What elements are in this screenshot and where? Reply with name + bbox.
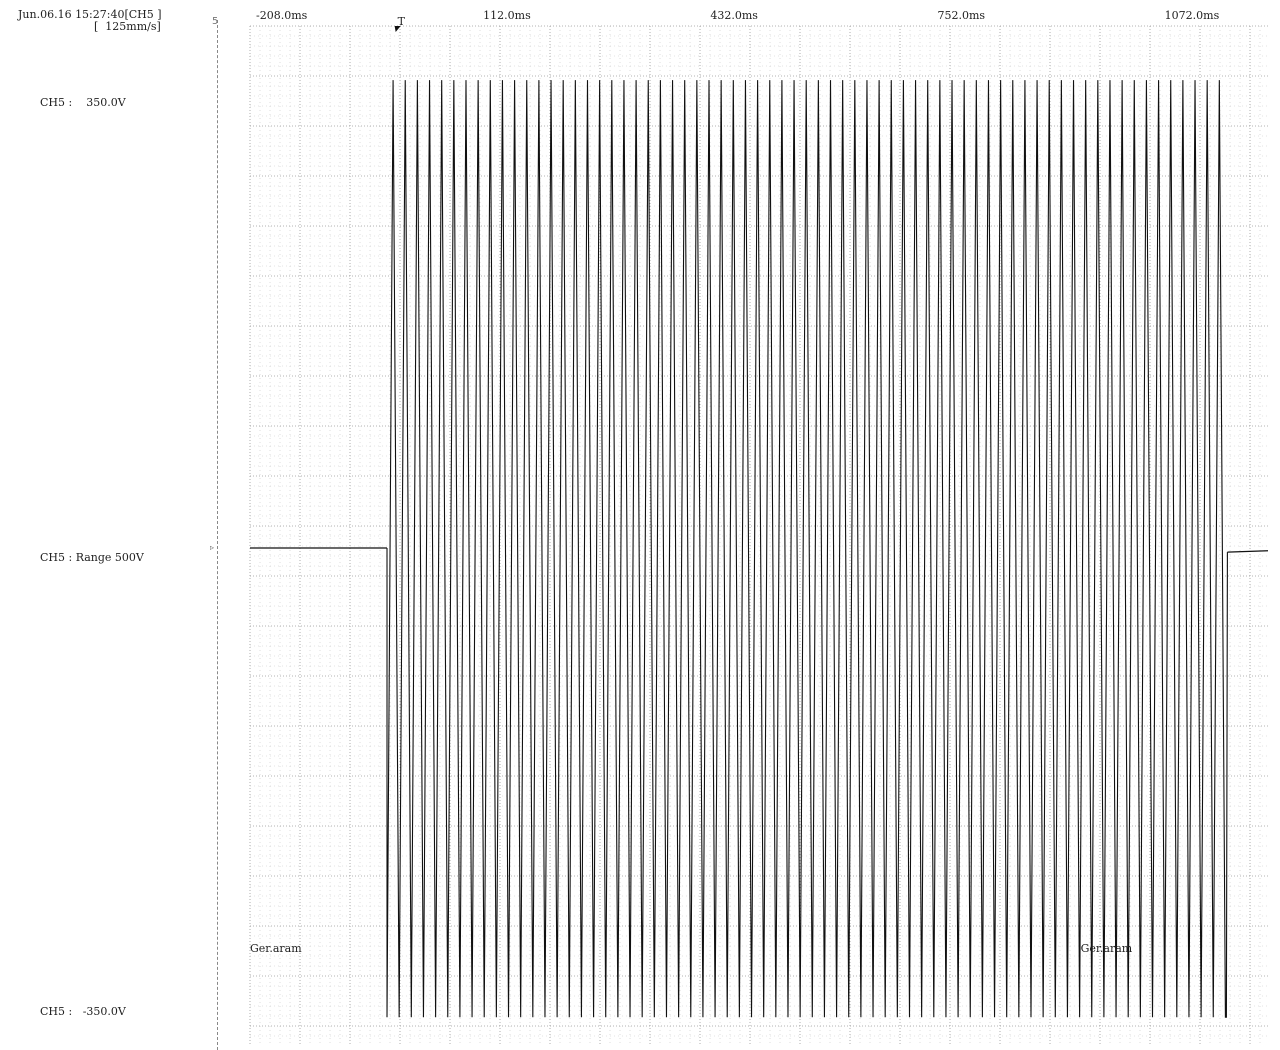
channel-tag: 5 — [212, 16, 219, 27]
channel-lower-label: CH5 : -350.0V — [40, 1005, 126, 1018]
annotation-label: Ger.aram — [250, 942, 302, 956]
trigger-marker-label: T — [397, 15, 406, 28]
baseline-after-burst — [1227, 551, 1268, 552]
x-tick-label: 112.0ms — [483, 9, 531, 22]
annotation-label: Ger.aram — [1080, 942, 1133, 956]
waveform-trace — [250, 80, 1268, 1017]
x-axis-ticks — [256, 9, 1220, 32]
burst-waveform — [387, 80, 1227, 1017]
header-speed: [ 125mm/s] — [94, 20, 161, 33]
x-tick-label: 752.0ms — [937, 9, 986, 22]
x-tick-label: 1072.0ms — [1164, 9, 1220, 22]
x-tick-label: -208.0ms — [256, 9, 308, 22]
header-timestamp: Jun.06.16 15:27:40[CH5 ] — [18, 8, 162, 21]
channel-range-label: CH5 : Range 500V — [40, 551, 144, 564]
channel-upper-label: CH5 : 350.0V — [40, 96, 126, 109]
zero-marker-icon: ▹ — [210, 543, 215, 552]
x-tick-label: 432.0ms — [710, 9, 758, 22]
